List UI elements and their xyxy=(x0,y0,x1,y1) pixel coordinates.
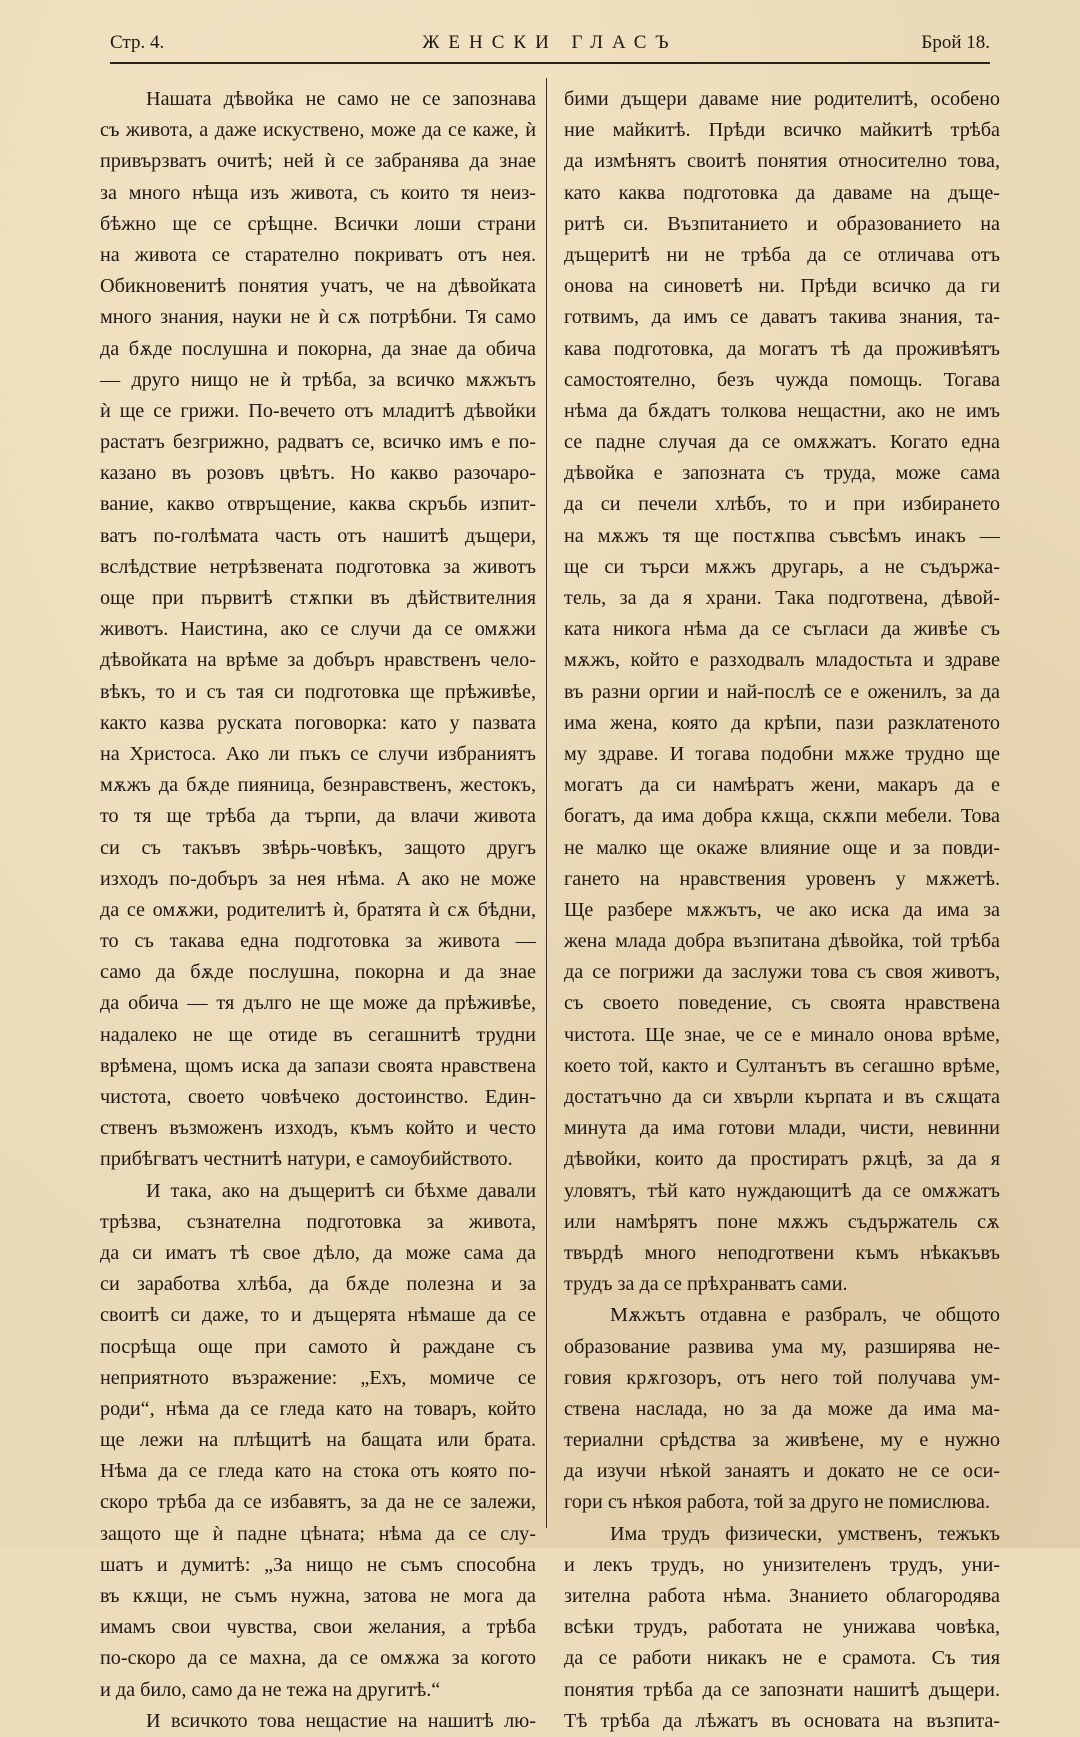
text-line: да се погрижи да заслужи това съ своя животъ, xyxy=(564,961,1000,984)
text-line: самостоятелно, безъ чужда помощь. Тогава xyxy=(564,368,1000,391)
text-line: си заработва хлѣба, да бѫде полезна и за xyxy=(100,1273,536,1296)
text-line: ѝ ще се грижи. По-вечето отъ младитѣ дѣвойки xyxy=(100,399,536,422)
text-line: да се работи никакъ не е срамота. Съ тия xyxy=(564,1647,1000,1670)
text-line: чистота. Ще знае, че се е минало онова врѣме, xyxy=(564,1023,1000,1046)
text-line: много знания, науки не ѝ сѫ потрѣбни. Тя само xyxy=(100,306,536,329)
text-line: посрѣща още при самото ѝ раждане съ xyxy=(100,1335,536,1358)
text-line: въ кѫщи, не съмъ нужна, затова не мога да xyxy=(100,1585,536,1607)
text-line: растатъ безгрижно, радватъ се, всичко имъ е по- xyxy=(100,431,536,454)
text-line: говия крѫгозоръ, отъ него той получава ум- xyxy=(564,1366,1000,1389)
issue-number: Брой 18. xyxy=(921,32,990,53)
text-line: онова на синоветѣ ни. Прѣди всичко да ги xyxy=(564,275,1000,298)
text-line: защото ще ѝ падне цѣната; нѣма да се слу- xyxy=(100,1522,536,1545)
text-line: уловятъ, тѣй като нуждающитѣ да се омѫжатъ xyxy=(564,1179,1000,1202)
text-line: шатъ и думитѣ: „За нищо не съмъ способна xyxy=(100,1553,536,1576)
text-line: ватъ по-голѣмата часть отъ нашитѣ дъщери, xyxy=(100,524,536,547)
text-line: тель, за да я храни. Така подготвена, дѣвой- xyxy=(564,587,1000,609)
text-line: да измѣнятъ своитѣ понятия относително това, xyxy=(564,150,1000,173)
text-line: дѣвойка е запозната съ труда, може сама xyxy=(564,462,1000,485)
newspaper-title: ЖЕНСКИ ГЛАСЪ xyxy=(422,32,678,53)
text-line: то съ такава една подготовка за живота — xyxy=(100,930,536,953)
text-line: съ живота, а даже искуствено, може да се каже, ѝ xyxy=(100,119,536,142)
text-line: готвимъ, да имъ се даватъ такива знания, та- xyxy=(564,306,1000,329)
text-line: вѣкъ, то и съ тая си подготовка ще прѣживѣе, xyxy=(100,680,536,703)
text-line: си съ такъвъ звѣрь-човѣкъ, защото другъ xyxy=(100,836,536,859)
text-line: вание, какво отвръщение, каква скръбь изпит- xyxy=(100,493,536,516)
text-line: на живота се старателно покриватъ отъ нея. xyxy=(100,243,536,266)
text-line: нѣма да бѫдатъ толкова нещастни, ако не имъ xyxy=(564,399,1000,422)
text-line: което той, както и Султанътъ въ сегашно врѣме, xyxy=(564,1054,1000,1077)
text-line: изходъ по-добъръ за нея нѣма. А ако не може xyxy=(100,867,536,890)
text-line: понятия трѣба да се запознати нашитѣ дъщери. xyxy=(564,1678,1000,1701)
text-line: ритѣ си. Възпитанието и образованието на xyxy=(564,212,1000,235)
text-line: Ще разбере мѫжътъ, че ако иска да има за xyxy=(564,898,1000,921)
text-line: ствена наслада, но за да може да има ма- xyxy=(564,1397,1000,1420)
text-line: надалеко не ще отиде въ сегашнитѣ трудни xyxy=(100,1023,536,1046)
text-line: само да бѫде послушна, покорна и да знае xyxy=(100,961,536,984)
text-line: мѫжъ, който е разходвалъ младостьта и здраве xyxy=(564,649,1000,672)
text-line: достатъчно да си хвърли кърпата и въ сѫщата xyxy=(564,1086,1000,1108)
text-line: се падне случая да се омѫжатъ. Когато една xyxy=(564,431,1000,454)
text-line: роди“, нѣма да се гледа като на товаръ, който xyxy=(100,1397,536,1420)
text-line: чистота, своето човѣчеко достоинство. Един- xyxy=(100,1086,536,1108)
text-line: И така, ако на дъщеритѣ си бѣхме давали xyxy=(146,1179,536,1202)
text-line: Нѣма да се гледа като на стока отъ която по- xyxy=(100,1460,536,1483)
text-line: зителна работа нѣма. Знанието облагородява xyxy=(564,1585,1000,1607)
text-line: Мѫжътъ отдавна е разбралъ, че общото xyxy=(610,1304,1000,1327)
text-line: казано въ розовъ цвѣтъ. Но какво разочаро- xyxy=(100,462,536,485)
text-line: да бѫде послушна и покорна, да знае да обича xyxy=(100,337,536,360)
text-line: неприятното възражение: „Ехъ, момиче се xyxy=(100,1366,536,1389)
text-line: въ разни оргии и най-послѣ се е оженилъ, за да xyxy=(564,680,1000,703)
text-line: още при първитѣ стѫпки въ дѣйствителния xyxy=(100,587,536,609)
text-line: Тѣ трѣба да лѣжатъ въ основата на възпита- xyxy=(564,1709,1000,1732)
text-line: по-скоро да се махна, да се омѫжа за когото xyxy=(100,1647,536,1670)
text-column-left xyxy=(100,84,536,1737)
text-line: дъщеритѣ ни не трѣба да се отличава отъ xyxy=(564,243,1000,266)
page-header xyxy=(110,28,990,62)
text-line: бѣжно ще се срѣщне. Всички лоши страни xyxy=(100,212,536,235)
text-line: своитѣ си даже, то и дъщерята нѣмаше да се xyxy=(100,1304,536,1327)
text-line: както казва руската поговорка: като у пазвата xyxy=(100,711,536,734)
text-line: на мѫжъ тя ще постѫпва съвсѣмъ инакъ — xyxy=(564,524,1000,547)
text-line: скоро трѣба да се избавятъ, за да не се залежи, xyxy=(100,1491,536,1514)
text-line: ката никога нѣма да се съгласи да живѣе съ xyxy=(564,618,1000,641)
text-line: врѣмена, щомъ иска да запази своята нравствена xyxy=(100,1054,536,1077)
text-line: съ своето поведение, съ своята нравствена xyxy=(564,992,1000,1015)
text-line: образование развива ума му, разширява не- xyxy=(564,1335,1000,1358)
text-line: твърдѣ много неподготвени къмъ нѣкакъвъ xyxy=(564,1241,1000,1264)
text-line: ще лежи на плѣщитѣ на бащата или брата. xyxy=(100,1429,536,1452)
text-line: като каква подготовка да даваме на дъще- xyxy=(564,181,1000,204)
text-line: да си иматъ тѣ свое дѣло, да може сама да xyxy=(100,1241,536,1264)
page-number: Стр. 4. xyxy=(110,32,165,53)
text-line: И всичкото това нещастие на нашитѣ лю- xyxy=(146,1709,536,1732)
text-line: трѣзва, съзнателна подготовка за живота, xyxy=(100,1210,536,1233)
header-rule xyxy=(110,62,990,64)
text-line: гори съ нѣкоя работа, той за друго не помислюва. xyxy=(564,1491,991,1514)
text-line: да се омѫжи, родителитѣ ѝ, братята ѝ сѫ бѣдни, xyxy=(100,898,536,921)
text-line: ственъ възможенъ изходъ, къмъ който и често xyxy=(100,1117,536,1140)
text-line: вслѣдствие нетрѣзвената подготовка за животъ xyxy=(100,555,536,578)
text-line: мѫжъ да бѫде пияница, безнравственъ, жестокъ, xyxy=(100,774,536,797)
text-line: имамъ свои чувства, свои желания, а трѣба xyxy=(100,1616,536,1639)
text-line: гането на нравствения уровенъ у мѫжетѣ. xyxy=(564,867,1000,890)
text-line: не малко ще окаже влияние още и за повди- xyxy=(564,836,1000,859)
text-line: да изучи нѣкой занаятъ и докато не се оси- xyxy=(564,1460,1000,1483)
text-line: — друго нищо не ѝ трѣба, за всичко мѫжътъ xyxy=(100,368,536,391)
text-line: трудъ за да се прѣхранватъ сами. xyxy=(564,1273,848,1296)
text-line: Има трудъ физически, умственъ, тежъкъ xyxy=(610,1522,1000,1545)
text-line: всѣки трудъ, работата не унижава човѣка, xyxy=(564,1616,1000,1639)
text-line: минута да има готови млади, чисти, невинни xyxy=(564,1117,1000,1140)
text-line: на Христоса. Ако ли пъкъ се случи избраниятъ xyxy=(100,742,536,765)
text-line: има жена, която да крѣпи, пази разклатеното xyxy=(564,711,1000,734)
column-divider xyxy=(546,78,547,1528)
text-line: териални срѣдства за живѣене, му е нужно xyxy=(564,1429,1000,1452)
text-column-right xyxy=(564,84,1000,1737)
text-line: могатъ да си намѣратъ жени, макаръ да е xyxy=(564,774,1000,797)
text-line: ние майкитѣ. Прѣди всичко майкитѣ трѣба xyxy=(564,119,1000,142)
text-line: Нашата дѣвойка не само не се запознава xyxy=(146,88,536,110)
text-line: жена млада добра възпитана дѣвойка, той трѣба xyxy=(564,930,1000,953)
text-line: животъ. Наистина, ако се случи да се омѫжи xyxy=(100,618,536,641)
text-line: привързватъ очитѣ; ней ѝ се забранява да знае xyxy=(100,150,536,173)
text-line: Обикновенитѣ понятия учатъ, че на дѣвойката xyxy=(100,275,536,298)
text-line: богатъ, да има добра кѫща, скѫпи мебели. Това xyxy=(564,805,1000,828)
text-line: и да било, само да не тежа на другитѣ.“ xyxy=(100,1678,441,1701)
text-line: дѣвойката на врѣме за добъръ нравственъ чело- xyxy=(100,649,536,672)
text-line: за много нѣща изъ живота, съ които тя неиз- xyxy=(100,181,536,204)
text-line: му здраве. И тогава подобни мѫже трудно ще xyxy=(564,742,1000,765)
text-line: и лекъ трудъ, но унизителенъ трудъ, уни- xyxy=(564,1553,1000,1576)
text-line: дѣвойки, които да простиратъ рѫцѣ, за да я xyxy=(564,1148,1000,1171)
text-line: да си печели хлѣбъ, то и при избирането xyxy=(564,493,1000,516)
text-line: кава подготовка, да могатъ тѣ да проживѣятъ xyxy=(564,337,1000,360)
text-line: да обича — тя дълго не ще може да прѣживѣе, xyxy=(100,992,536,1015)
text-line: то тя ще трѣба да търпи, да влачи живота xyxy=(100,805,536,828)
text-line: прибѣгватъ честнитѣ натури, е самоубийството. xyxy=(100,1148,513,1171)
text-line: бими дъщери даваме ние родителитѣ, особено xyxy=(564,88,1000,110)
text-line: или намѣрятъ поне мѫжъ съдържатель сѫ xyxy=(564,1210,1000,1233)
text-line: ще си търси мѫжъ другарь, а не съдържа- xyxy=(564,555,1000,578)
